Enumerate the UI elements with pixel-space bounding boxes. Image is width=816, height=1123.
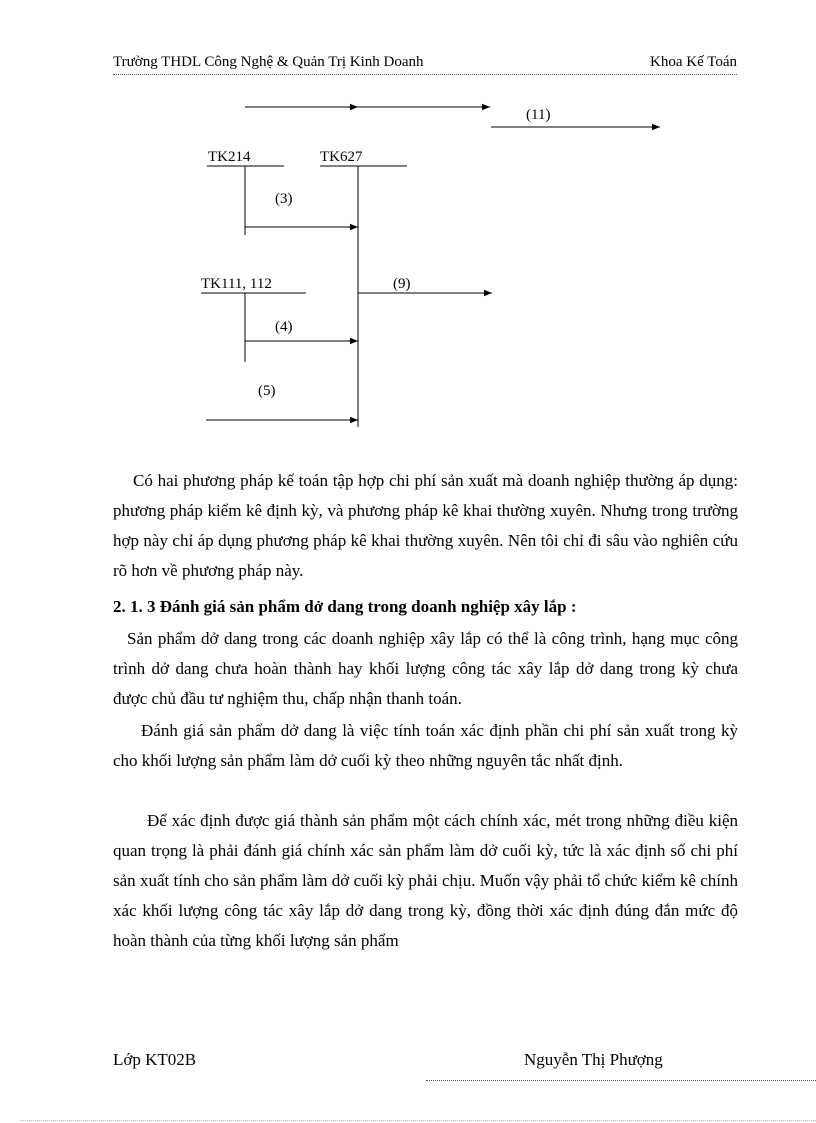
label-tk214: TK214: [208, 149, 251, 165]
label-tk627: TK627: [320, 149, 363, 165]
footer-class: Lớp KT02B: [113, 1050, 197, 1069]
label-3: (3): [275, 191, 293, 207]
footer-divider: [426, 1080, 816, 1081]
header-school: Trường THDL Công Nghệ & Quản Trị Kinh Doanh: [113, 54, 424, 70]
paragraph-definition: Sản phẩm dở dang trong các doanh nghiệp xây lắp có thể là công trình, hạng mục công trình dở dang chưa hoàn thành hay khối lượng công tác xây lắp dở dang trong kỳ chưa được chủ đầu tư nghiệm thu, chấp nhận thanh toán.: [113, 629, 738, 708]
paragraph-methods: Có hai phương pháp kế toán tập hợp chi phí sản xuất mà doanh nghiệp thường áp dụng: phương pháp kiểm kê định kỳ, và phương pháp kê khai thường xuyên. Nhưng trong trường hợp này chỉ áp dụng phương pháp kê khai thường xuyên. Nên tôi chỉ đi sâu vào nghiên cứu rõ hơn về phương pháp này.: [113, 471, 738, 580]
page-bottom-divider: [20, 1120, 816, 1121]
paragraph-evaluation: Đánh giá sản phẩm dở dang là việc tính toán xác định phần chi phí sản xuất trong kỳ cho khối lượng sản phẩm làm dở cuối kỳ theo những nguyên tắc nhất định.: [113, 721, 738, 770]
account-flow-diagram: [0, 0, 816, 450]
label-tk111-112: TK111, 112: [201, 276, 272, 292]
paragraph-importance: Để xác định được giá thành sản phẩm một cách chính xác, mét trong những điều kiện quan trọng là phải đánh giá chính xác sản phẩm làm dở cuối kỳ, tức là xác định số chi phí sản xuất tính cho sản phẩm làm dở cuối kỳ phải chịu. Muốn vậy phải tổ chức kiểm kê chính xác khối lượng công tác xây lắp dở dang trong kỳ, đồng thời xác định đúng đắn mức độ hoàn thành của từng khối lượng sản phẩm: [113, 811, 738, 950]
label-11: (11): [526, 107, 551, 123]
footer-author: Nguyễn Thị Phượng: [524, 1050, 663, 1069]
label-5: (5): [258, 383, 276, 399]
label-4: (4): [275, 319, 293, 335]
header-department: Khoa Kế Toán: [650, 54, 737, 70]
label-9: (9): [393, 276, 411, 292]
section-heading: 2. 1. 3 Đánh giá sản phẩm dở dang trong doanh nghiệp xây lắp :: [113, 597, 577, 616]
